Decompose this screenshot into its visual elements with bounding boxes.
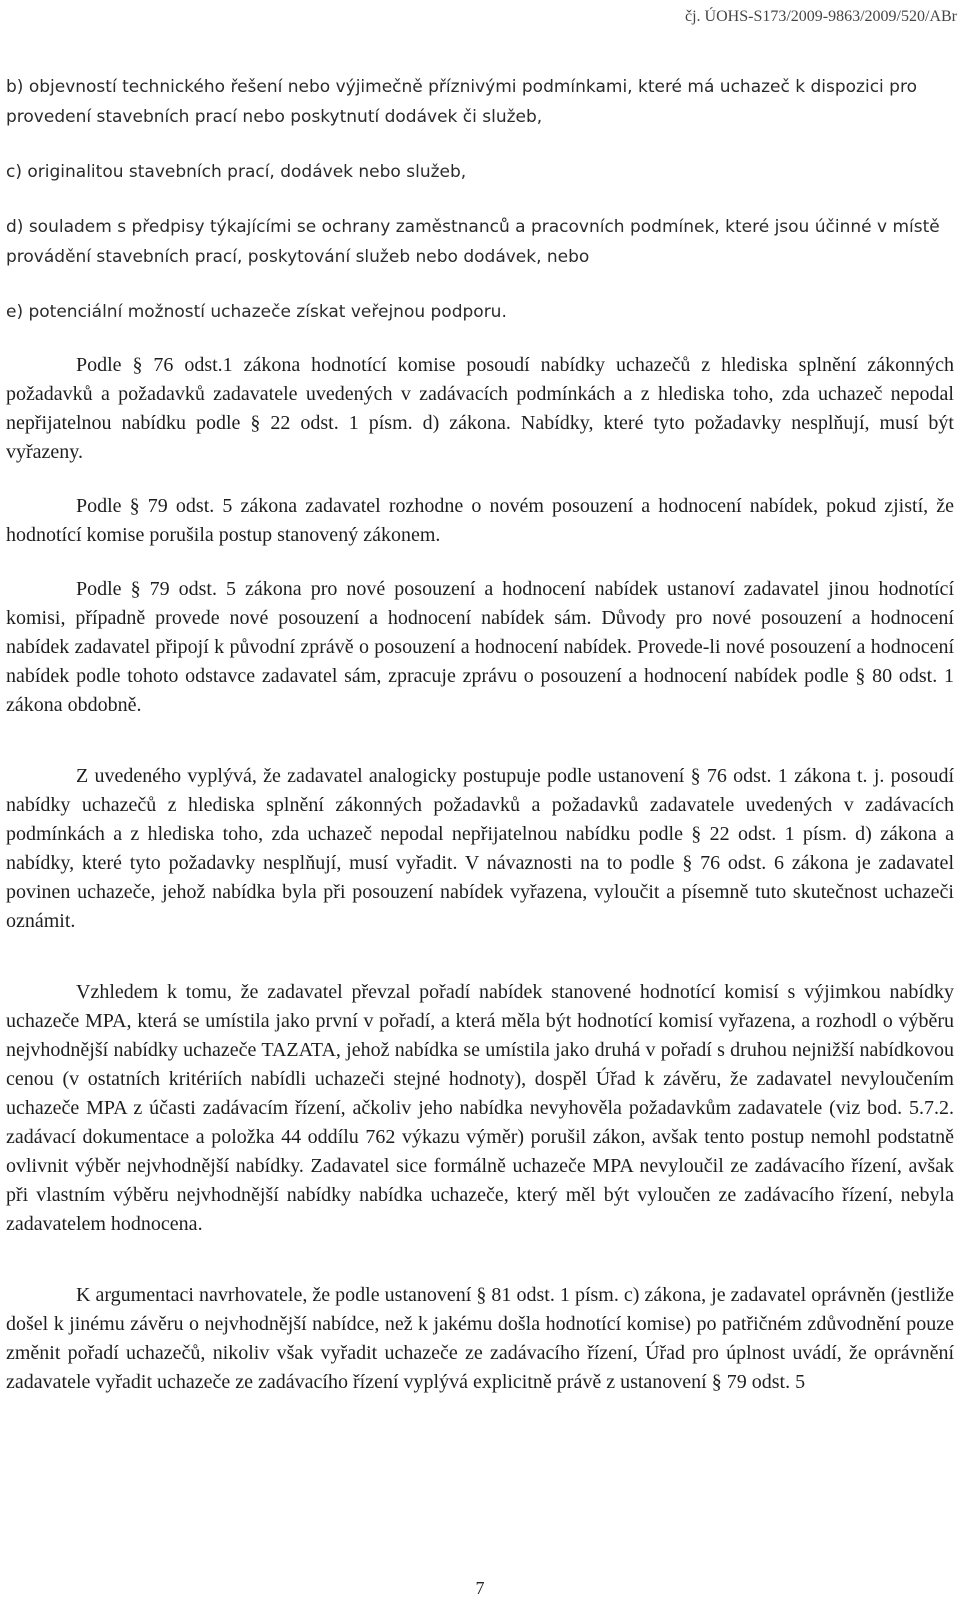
paragraph-argumentation: K argumentaci navrhovatele, že podle ustanovení § 81 odst. 1 písm. c) zákona, je zadavatel oprávněn (jestliže došel k jinému závěru o nejvhodnější nabídce, než k jakému došla hodnotící komise) po patřičném zdůvodnění pouze změnit pořadí uchazečů, nikoliv však vyřadit uchazeče ze zadávacího řízení, Úřad pro úplnost uvádí, že oprávnění zadavatele vyřadit uchazeče ze zadávacího řízení vyplývá explicitně právě z ustanovení § 79 odst. 5 <box>6 1284 954 1393</box>
list-item-b: b) objevností technického řešení nebo výjimečně příznivými podmínkami, které má uchazeč k dispozici pro provedení stavebních prací nebo poskytnutí dodávek či služeb, <box>6 77 917 127</box>
page-number: 7 <box>475 1578 485 1598</box>
document-reference-number: čj. ÚOHS-S173/2009-9863/2009/520/ABr <box>685 8 957 25</box>
list-item-d: d) souladem s předpisy týkajícími se ochrany zaměstnanců a pracovních podmínek, které jsou účinné v místě provádění stavebních prací, poskytování služeb nebo dodávek, nebo <box>6 217 940 267</box>
paragraph-79-odst-5-new-review: Podle § 79 odst. 5 zákona zadavatel rozhodne o novém posouzení a hodnocení nabídek, pokud zjistí, že hodnotící komise porušila postup stanovený zákonem. <box>6 495 954 546</box>
paragraph-office-conclusion: Vzhledem k tomu, že zadavatel převzal pořadí nabídek stanovené hodnotící komisí s výjimkou nabídky uchazeče MPA, která se umístila jako první v pořadí, a která měla být hodnotící komisí vyřazena, a rozhodl o výběru nejvhodnější nabídky uchazeče TAZATA, jehož nabídka se umístila jako druhá v pořadí s druhou nejnižší nabídkovou cenou (v ostatních kritériích nabídli uchazeči stejné hodnoty), dospěl Úřad k závěru, že zadavatel nevyloučením uchazeče MPA z účasti zadávacím řízení, ačkoliv jeho nabídka nevyhověla požadavkům zadavatele (viz bod. 5.7.2. zadávací dokumentace a položka 44 oddílu 762 výkazu výměr) porušil zákon, avšak tento postup nemohl podstatně ovlivnit výběr nejvhodnější nabídky. Zadavatel sice formálně uchazeče MPA nevyloučil ze zadávacího řízení, avšak při vlastním výběru nejvhodnější nabídky nabídka uchazeče, který měl být vyloučen ze zadávacího řízení, nebyla zadavatelem hodnocena. <box>6 981 954 1235</box>
paragraph-analogy: Z uvedeného vyplývá, že zadavatel analogicky postupuje podle ustanovení § 76 odst. 1 zákona t. j. posoudí nabídky uchazečů z hlediska splnění zákonných požadavků a požadavků zadavatele uvedených v zadávacích podmínkách a z hlediska toho, zda uchazeč nepodal nepřijatelnou nabídku podle § 22 odst. 1 písm. d) zákona a nabídky, které tyto požadavky nesplňují, musí vyřadit. V návaznosti na to podle § 76 odst. 6 zákona je zadavatel povinen uchazeče, jehož nabídka byla při posouzení nabídek vyřazena, vyloučit a písemně tuto skutečnost uchazeči oznámit. <box>6 765 954 932</box>
document-body <box>6 72 954 1397</box>
list-item-c: c) originalitou stavebních prací, dodávek nebo služeb, <box>6 162 467 182</box>
paragraph-76-odst-1: Podle § 76 odst.1 zákona hodnotící komise posoudí nabídky uchazečů z hlediska splnění zákonných požadavků a požadavků zadavatele uvedených v zadávacích podmínkách a z hlediska toho, zda uchazeč nepodal nepřijatelnou nabídku podle § 22 odst. 1 písm. d) zákona. Nabídky, které tyto požadavky nesplňují, musí být vyřazeny. <box>6 354 954 463</box>
list-item-e: e) potenciální možností uchazeče získat veřejnou podporu. <box>6 302 507 322</box>
paragraph-79-odst-5-committee: Podle § 79 odst. 5 zákona pro nové posouzení a hodnocení nabídek ustanoví zadavatel jinou hodnotící komisi, případně provede nové posouzení a hodnocení nabídek sám. Důvody pro nové posouzení a hodnocení nabídek zadavatel připojí k původní zprávě o posouzení a hodnocení nabídek. Provede-li nové posouzení a hodnocení nabídek podle tohoto odstavce zadavatel sám, zpracuje zprávu o posouzení a hodnocení nabídek podle § 80 odst. 1 zákona obdobně. <box>6 578 954 716</box>
